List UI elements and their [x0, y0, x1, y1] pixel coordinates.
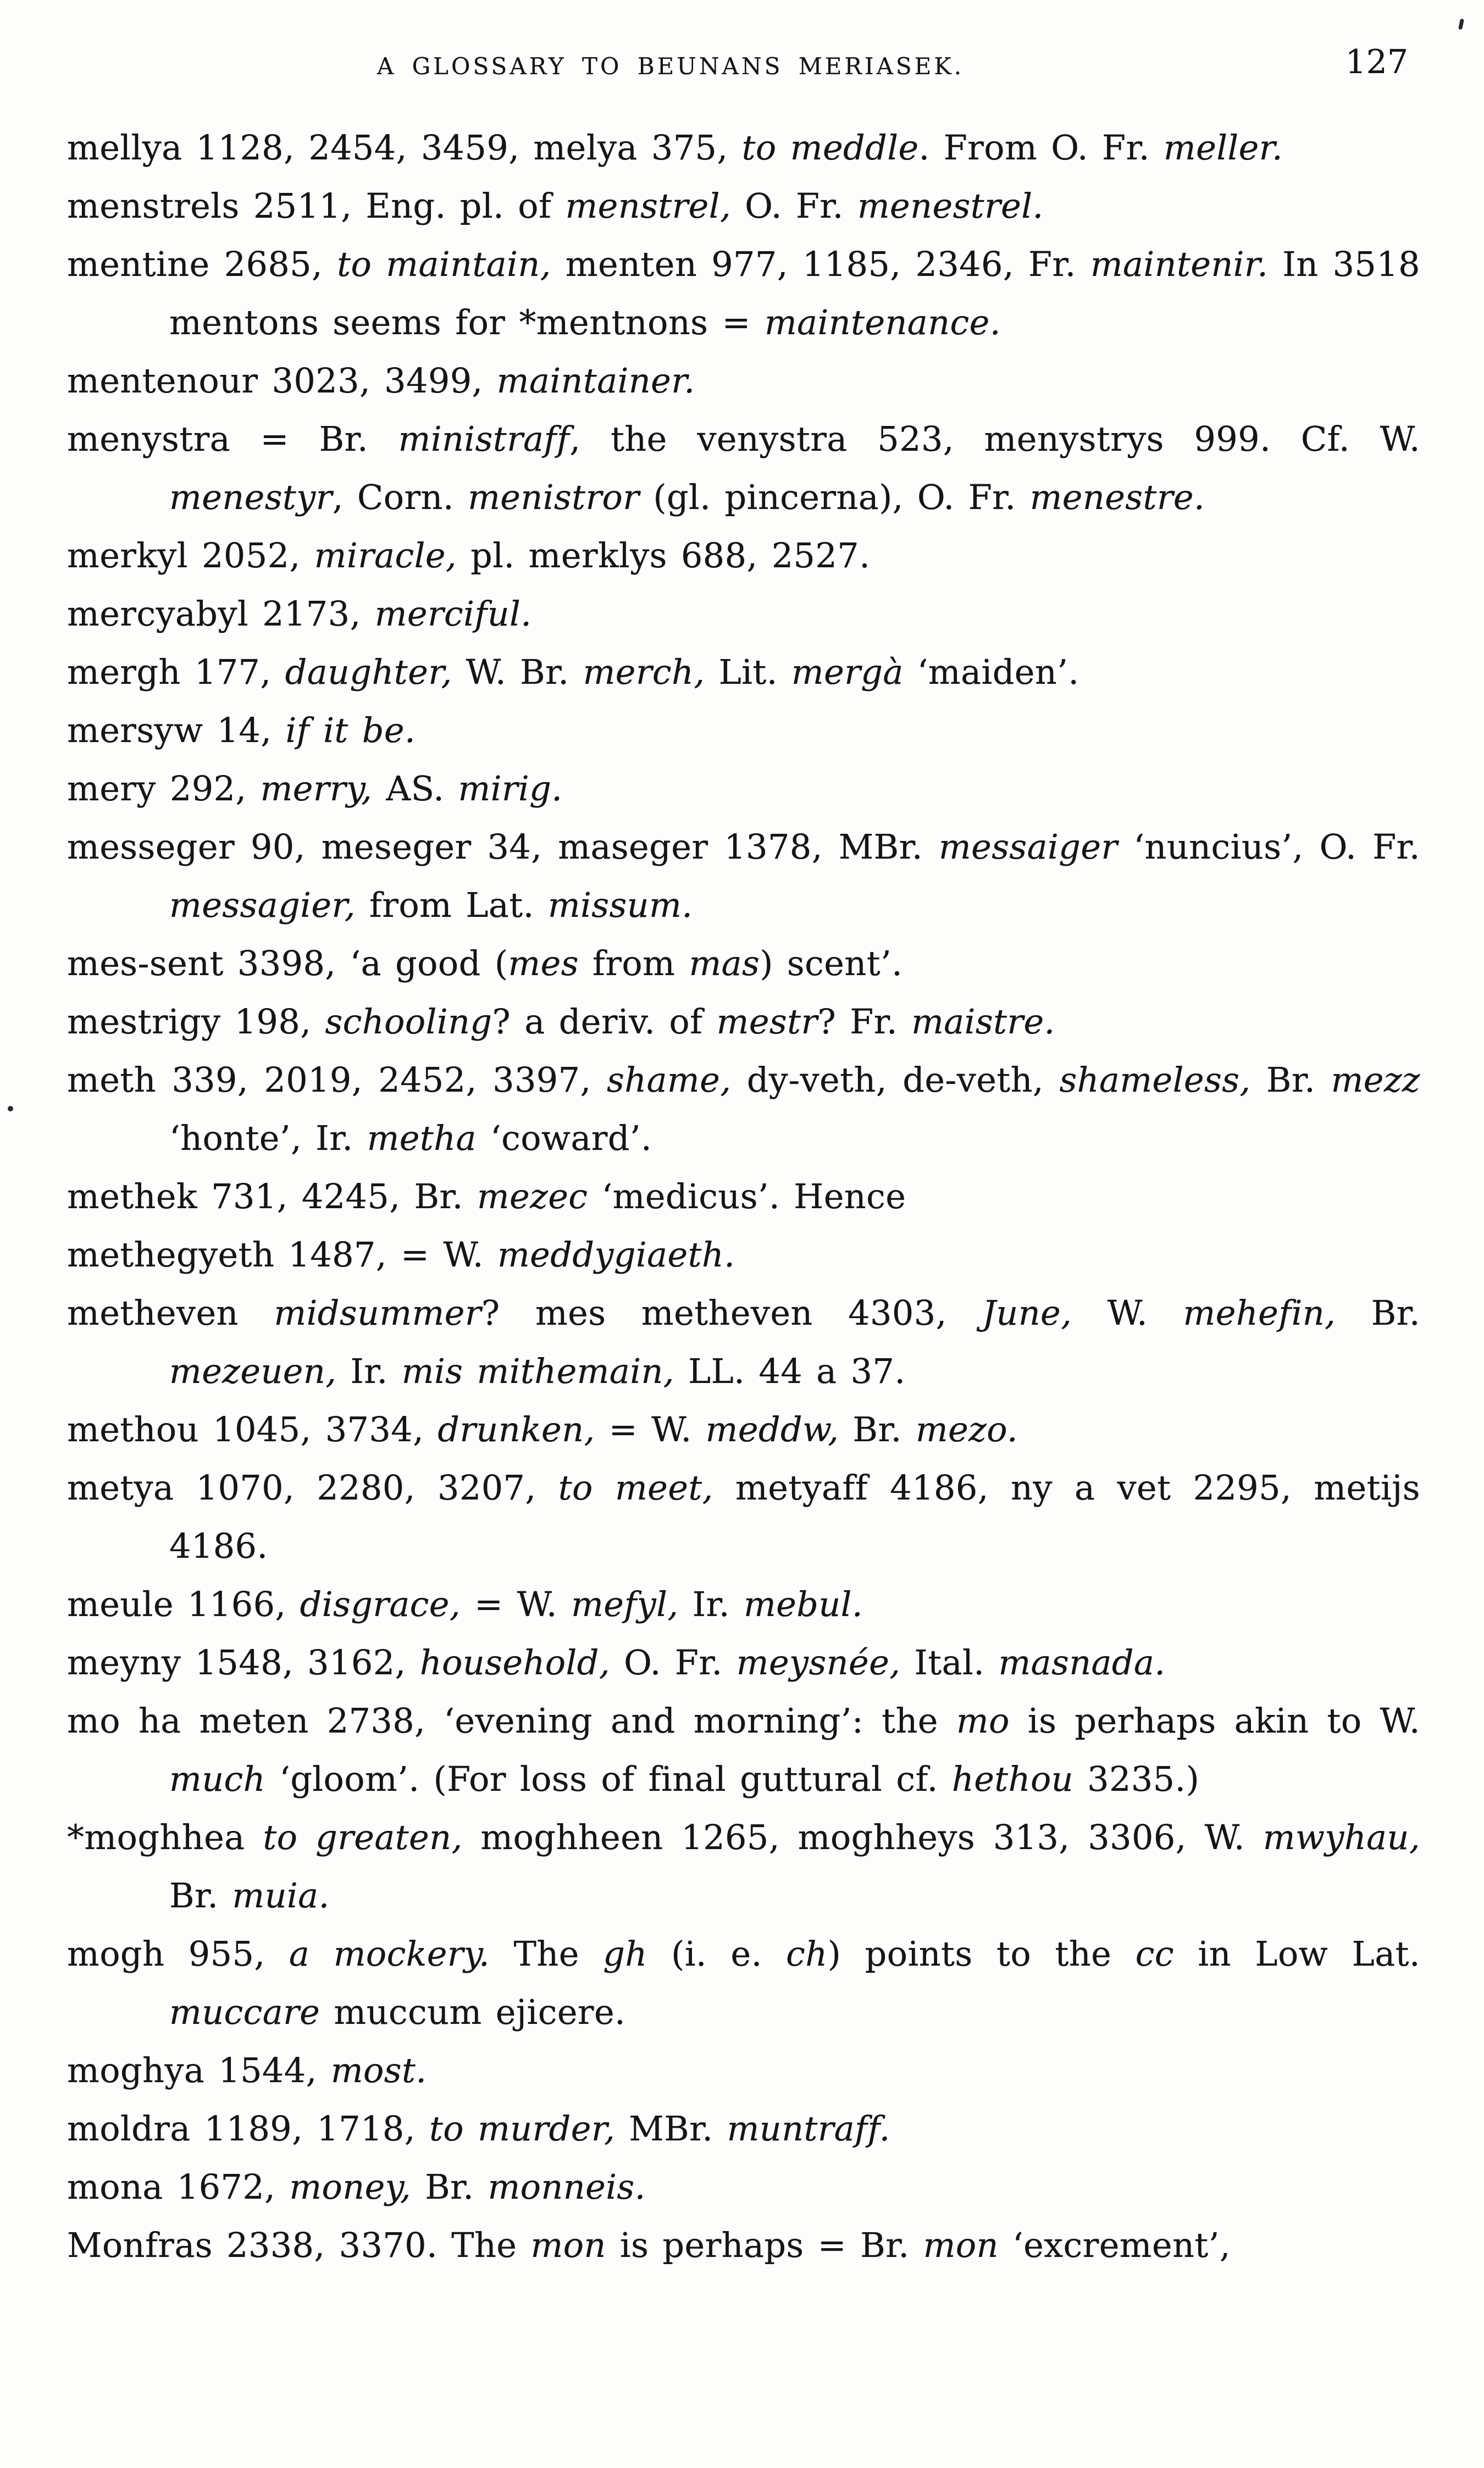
- entry-text-italic: mezz: [1331, 1060, 1420, 1100]
- entry-text-italic: messaiger: [938, 827, 1118, 867]
- entry-text-italic: much: [169, 1759, 265, 1799]
- entry-text: merkyl 2052,: [67, 535, 314, 576]
- entry-text: mo ha meten 2738, ‘evening and morning’: the: [67, 1701, 956, 1741]
- entry-text: ? mes metheven 4303,: [481, 1293, 983, 1333]
- entry-text-italic: mezo.: [915, 1409, 1018, 1449]
- entry-text: metheven: [67, 1293, 274, 1333]
- entry-text-italic: mis mithemain,: [401, 1351, 674, 1391]
- entry-text-italic: mwyhau,: [1262, 1817, 1420, 1857]
- entry-text-italic: if it be.: [285, 710, 416, 750]
- glossary-entry: [67, 1634, 1420, 1692]
- entry-text-italic: gh: [603, 1934, 647, 1974]
- glossary-entry: [67, 760, 1420, 818]
- entry-text: from: [578, 943, 689, 983]
- entry-text: pl. merklys 688, 2527.: [457, 535, 871, 576]
- glossary-entry: [67, 1051, 1420, 1167]
- entry-text-italic: menestrel.: [857, 186, 1044, 226]
- entry-text-italic: merch,: [583, 652, 705, 692]
- entry-text: ? Fr.: [817, 1001, 912, 1042]
- entry-text: (i. e.: [647, 1934, 787, 1974]
- entry-text-italic: meddw,: [705, 1409, 839, 1449]
- entry-text-italic: merry,: [260, 768, 373, 809]
- entry-text-italic: to greaten,: [263, 1817, 463, 1857]
- entry-text: W.: [1072, 1293, 1183, 1333]
- entry-text-italic: monneis.: [488, 2167, 646, 2207]
- entry-text-italic: maistre.: [911, 1001, 1055, 1042]
- page-number: 127: [1345, 43, 1408, 81]
- entry-text: mona 1672,: [67, 2167, 290, 2207]
- entry-text: in Low Lat.: [1173, 1934, 1420, 1974]
- entry-text-italic: meller.: [1163, 128, 1283, 168]
- scan-artifact: [8, 1106, 13, 1111]
- entry-text: AS.: [372, 768, 458, 809]
- entry-text: meule 1166,: [67, 1584, 300, 1624]
- entry-text-italic: to murder,: [429, 2109, 616, 2149]
- entry-text: ‘maiden’.: [903, 652, 1079, 692]
- glossary-entry: [67, 410, 1420, 527]
- entry-text-italic: daughter,: [285, 652, 452, 692]
- entry-text: ‘excrement’,: [998, 2225, 1231, 2265]
- entry-text: messeger 90, meseger 34, maseger 1378, MBr.: [67, 827, 939, 867]
- entry-text-italic: hethou: [951, 1759, 1074, 1799]
- entry-text-italic: menistror: [468, 477, 640, 517]
- entry-text-italic: muntraff.: [727, 2109, 890, 2149]
- entry-text: methegyeth 1487, = W.: [67, 1235, 497, 1275]
- entry-text-italic: shame,: [607, 1060, 732, 1100]
- entry-text: methou 1045, 3734,: [67, 1409, 438, 1449]
- entry-text: mogh 955,: [67, 1934, 289, 1974]
- entry-text: Br.: [1250, 1060, 1331, 1100]
- entry-text-italic: most.: [330, 2050, 427, 2090]
- glossary-entry: [67, 993, 1420, 1051]
- entry-text: ) scent’.: [760, 943, 903, 983]
- entry-text: mes-sent 3398, ‘a good (: [67, 943, 508, 983]
- entry-text: Ir.: [678, 1584, 744, 1624]
- entry-text-italic: to maintain,: [337, 244, 551, 284]
- entry-text-italic: metha: [367, 1118, 477, 1158]
- entry-text: 3235.): [1073, 1759, 1200, 1799]
- glossary-entry: [67, 1226, 1420, 1284]
- entry-text: menystra = Br.: [67, 419, 398, 459]
- glossary-entry: [67, 2041, 1420, 2100]
- glossary-entry: [67, 701, 1420, 760]
- entry-text-italic: household,: [419, 1642, 610, 1683]
- glossary-entry: [67, 527, 1420, 585]
- entry-text: Br.: [169, 1875, 232, 1916]
- entry-text: Br.: [411, 2167, 488, 2207]
- entry-text: from Lat.: [355, 885, 548, 925]
- glossary-entry: [67, 934, 1420, 993]
- entry-text-italic: a mockery.: [289, 1934, 490, 1974]
- entry-text-italic: menestre.: [1029, 477, 1205, 517]
- entry-text-italic: missum.: [547, 885, 693, 925]
- entry-text-italic: mo: [956, 1701, 1010, 1741]
- entry-text: W. Br.: [452, 652, 583, 692]
- glossary-entry: [67, 177, 1420, 235]
- entry-text: = W.: [595, 1409, 706, 1449]
- entry-text-italic: mezeuen,: [169, 1351, 337, 1391]
- glossary-entry: [67, 585, 1420, 643]
- glossary-entry: [67, 2216, 1420, 2275]
- entry-text: mercyabyl 2173,: [67, 594, 375, 634]
- entry-text-italic: ch: [786, 1934, 828, 1974]
- glossary-entry: [67, 1925, 1420, 2041]
- entry-text-italic: messagier,: [169, 885, 356, 925]
- entry-text: LL. 44 a 37.: [674, 1351, 906, 1391]
- entry-text: *moghhea: [67, 1817, 263, 1857]
- entry-text-italic: meysnée,: [736, 1642, 901, 1683]
- glossary-entry: [67, 235, 1420, 352]
- entry-text: Br.: [1336, 1293, 1420, 1333]
- entry-text: dy-veth, de-veth,: [731, 1060, 1060, 1100]
- entry-text-italic: mirig.: [458, 768, 563, 809]
- entry-text-italic: mas: [689, 943, 760, 983]
- entry-text: mestrigy 198,: [67, 1001, 325, 1042]
- entry-text-italic: drunken,: [438, 1409, 595, 1449]
- entry-text: mentine 2685,: [67, 244, 337, 284]
- entry-text: O. Fr.: [610, 1642, 737, 1683]
- glossary-entry: [67, 643, 1420, 701]
- glossary-entry: [67, 352, 1420, 410]
- entry-text-italic: mefyl,: [571, 1584, 679, 1624]
- entry-text-italic: menstrel,: [565, 186, 732, 226]
- entry-text: . From O. Fr.: [918, 128, 1164, 168]
- entry-text: ‘medicus’. Hence: [588, 1176, 906, 1216]
- entry-text: Ital.: [900, 1642, 999, 1683]
- entry-text: Lit.: [705, 652, 791, 692]
- entry-text: ‘honte’, Ir.: [169, 1118, 367, 1158]
- entry-text-italic: cc: [1135, 1934, 1174, 1974]
- entry-text: is perhaps akin to W.: [1009, 1701, 1420, 1741]
- glossary-entry: [67, 119, 1420, 177]
- entry-text-italic: money,: [289, 2167, 411, 2207]
- entry-text: Monfras 2338, 3370. The: [67, 2225, 531, 2265]
- entry-text-italic: maintainer.: [496, 361, 695, 401]
- entry-text: meyny 1548, 3162,: [67, 1642, 420, 1683]
- entry-text: ? a deriv. of: [492, 1001, 717, 1042]
- entry-text: ‘gloom’. (For loss of final guttural cf.: [265, 1759, 952, 1799]
- entry-text-italic: schooling: [325, 1001, 492, 1042]
- entry-text-italic: mon: [923, 2225, 999, 2265]
- entry-text-italic: muia.: [232, 1875, 330, 1916]
- entry-text: , Corn.: [332, 477, 468, 517]
- entry-text: mergh 177,: [67, 652, 285, 692]
- entry-text-italic: ministraff: [398, 419, 570, 459]
- entry-text: meth 339, 2019, 2452, 3397,: [67, 1060, 607, 1100]
- entry-text-italic: masnada.: [998, 1642, 1166, 1683]
- glossary-entry: [67, 1808, 1420, 1925]
- entry-text-italic: mezec: [477, 1176, 588, 1216]
- entry-text-italic: to meddle: [741, 128, 919, 168]
- entry-text: , the venystra 523, menystrys 999. Cf. W.: [569, 419, 1420, 459]
- entry-text-italic: maintenance.: [764, 302, 1001, 342]
- glossary-entry: [67, 1284, 1420, 1401]
- glossary-entry: [67, 818, 1420, 934]
- entry-text: menten 977, 1185, 2346, Fr.: [551, 244, 1090, 284]
- entry-text: moldra 1189, 1718,: [67, 2109, 429, 2149]
- entry-text-italic: maintenir.: [1090, 244, 1269, 284]
- entry-text: ‘coward’.: [476, 1118, 652, 1158]
- entry-text-italic: menestyr: [169, 477, 333, 517]
- entry-text-italic: mehefin,: [1183, 1293, 1336, 1333]
- glossary-entry: [67, 1401, 1420, 1459]
- entry-text-italic: meddygiaeth.: [497, 1235, 735, 1275]
- entry-text: ) points to the: [827, 1934, 1136, 1974]
- entry-text-italic: mes: [508, 943, 579, 983]
- entry-text: mellya 1128, 2454, 3459, melya 375,: [67, 128, 742, 168]
- entry-text: muccum ejicere.: [320, 1992, 626, 2032]
- entry-text-italic: miracle,: [314, 535, 457, 576]
- entry-text: metya 1070, 2280, 3207,: [67, 1468, 558, 1508]
- entry-text: The: [490, 1934, 603, 1974]
- entry-text: In 3518 mentons seems for *mentnons =: [169, 244, 1420, 342]
- entry-text-italic: mestr: [716, 1001, 818, 1042]
- entry-text-italic: disgrace,: [300, 1584, 461, 1624]
- running-title: A GLOSSARY TO BEUNANS MERIASEK.: [376, 53, 965, 80]
- page-header: [0, 0, 1484, 93]
- entry-text: MBr.: [615, 2109, 727, 2149]
- entry-text-italic: mebul.: [743, 1584, 863, 1624]
- entry-text-italic: midsummer: [274, 1293, 481, 1333]
- entry-text-italic: mergà: [791, 652, 904, 692]
- entry-text: O. Fr.: [731, 186, 857, 226]
- entry-text: mersyw 14,: [67, 710, 286, 750]
- glossary-entry: [67, 1167, 1420, 1226]
- entry-text-italic: merciful.: [374, 594, 532, 634]
- glossary-entry: [67, 1575, 1420, 1634]
- entry-text: mentenour 3023, 3499,: [67, 361, 497, 401]
- entry-text: (gl. pincerna), O. Fr.: [639, 477, 1030, 517]
- glossary-entry: [67, 2100, 1420, 2158]
- entry-text-italic: shameless,: [1059, 1060, 1251, 1100]
- entry-text: moghheen 1265, moghheys 313, 3306, W.: [462, 1817, 1263, 1857]
- glossary-entries: [0, 93, 1484, 2275]
- entry-text-italic: mon: [530, 2225, 606, 2265]
- glossary-entry: [67, 1459, 1420, 1575]
- entry-text: menstrels 2511, Eng. pl. of: [67, 186, 566, 226]
- entry-text: ‘nuncius’, O. Fr.: [1117, 827, 1421, 867]
- entry-text-italic: to meet,: [558, 1468, 713, 1508]
- entry-text: methek 731, 4245, Br.: [67, 1176, 477, 1216]
- entry-text: moghya 1544,: [67, 2050, 331, 2090]
- entry-text-italic: muccare: [169, 1992, 320, 2032]
- entry-text: mery 292,: [67, 768, 261, 809]
- entry-text: Ir.: [336, 1351, 402, 1391]
- entry-text: is perhaps = Br.: [606, 2225, 923, 2265]
- entry-text: Br.: [839, 1409, 916, 1449]
- entry-text-italic: June,: [982, 1293, 1072, 1333]
- entry-text: = W.: [461, 1584, 572, 1624]
- glossary-entry: [67, 2158, 1420, 2216]
- glossary-entry: [67, 1692, 1420, 1808]
- entry-text: metyaff 4186, ny a vet 2295, metijs 4186.: [169, 1468, 1420, 1566]
